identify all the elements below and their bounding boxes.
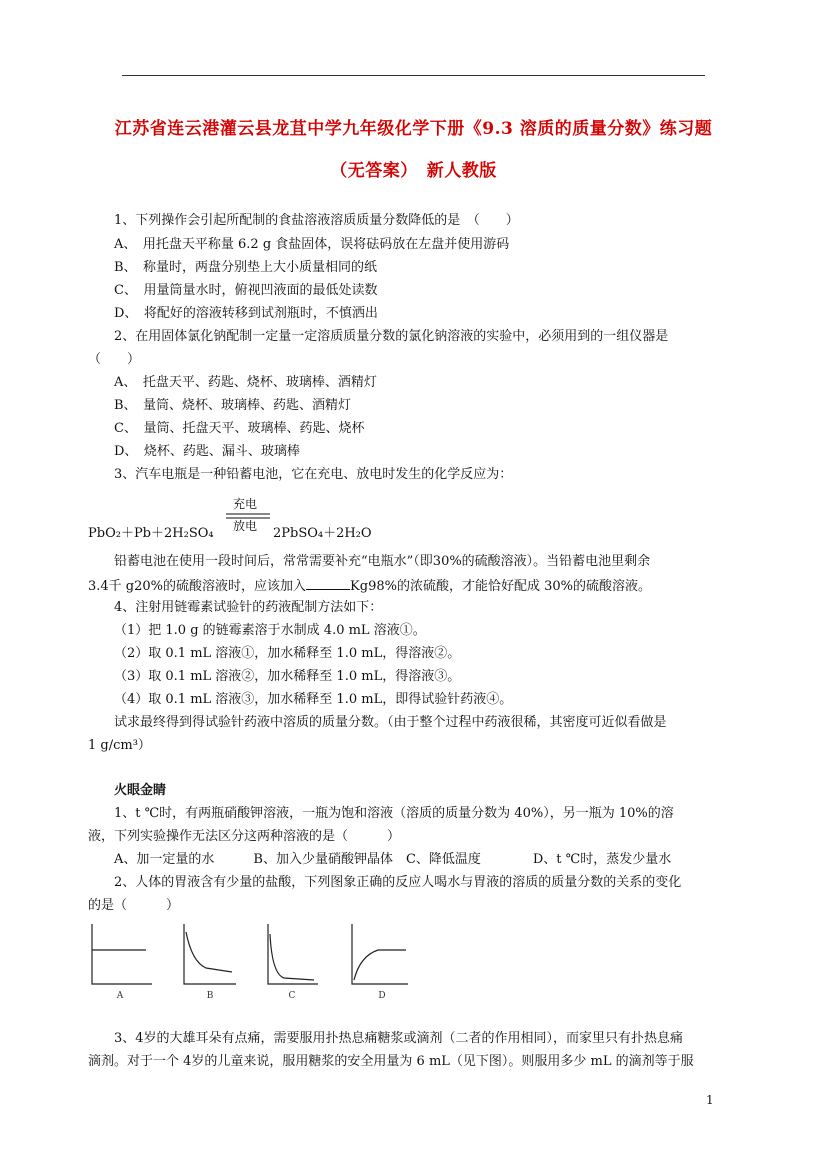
q3-text-after-blank: Kg98%的浓硫酸，才能恰好配成 30%的硫酸溶液。 bbox=[350, 579, 651, 594]
q2-option-b: B、 量筒、烧杯、玻璃棒、药匙、酒精灯 bbox=[114, 398, 352, 413]
q1-option-a: A、 用托盘天平称量 6.2 g 食盐固体，误将砝码放在左盘并使用游码 bbox=[114, 237, 510, 252]
q3-text-before-blank: 3.4千 g20%的硫酸溶液时，应该加入 bbox=[88, 579, 307, 594]
graph-b bbox=[184, 924, 236, 984]
title-line-1: 江苏省连云港灌云县龙苴中学九年级化学下册《9.3 溶质的质量分数》练习题 bbox=[114, 119, 713, 139]
equation-discharge-label: 放电 bbox=[233, 519, 258, 533]
q4-step-2: （2）取 0.1 mL 溶液①，加水稀释至 1.0 mL，得溶液②。 bbox=[114, 646, 461, 661]
page-number: 1 bbox=[706, 1093, 714, 1107]
q1-option-b: B、 称量时，两盘分别垫上大小质量相同的纸 bbox=[114, 260, 378, 275]
equation-charge-label: 充电 bbox=[233, 497, 258, 511]
answer-blank[interactable] bbox=[306, 577, 350, 590]
graph-label-c: C bbox=[288, 991, 296, 1001]
graph-label-d: D bbox=[378, 991, 386, 1001]
q3-stem: 3、汽车电瓶是一种铅蓄电池，它在充电、放电时发生的化学反应为： bbox=[114, 467, 513, 482]
q4-stem: 4、注射用链霉素试验针的药液配制方法如下： bbox=[114, 600, 383, 615]
q1-stem: 1、下列操作会引起所配制的食盐溶液溶质质量分数降低的是 （ ） bbox=[114, 213, 519, 228]
q1-option-c: C、 用量筒量水时，俯视凹液面的最低处读数 bbox=[114, 283, 378, 298]
s2-q3-stem-cont: 滴剂。对于一个 4岁的儿童来说，服用糖浆的安全用量为 6 mL（见下图）。则服用多少 mL 的滴剂等于服 bbox=[88, 1054, 694, 1069]
equation-products: 2PbSO₄＋2H₂O bbox=[273, 526, 372, 541]
header-rule bbox=[122, 75, 705, 76]
q4-step-1: （1）把 1.0 g 的链霉素溶于水制成 4.0 mL 溶液①。 bbox=[114, 623, 426, 638]
q2-bracket: （ ） bbox=[88, 352, 141, 367]
graph-a bbox=[92, 924, 152, 984]
chemical-equation bbox=[88, 495, 408, 543]
s2-q1-stem-cont: 液，下列实验操作无法区分这两种溶液的是（ ） bbox=[88, 829, 401, 844]
graph-label-b: B bbox=[206, 991, 214, 1001]
s2-q1-stem: 1、t ℃时，有两瓶硝酸钾溶液，一瓶为饱和溶液（溶质的质量分数为 40%），另一瓶为 10%的溶 bbox=[114, 806, 674, 821]
q2-option-a: A、 托盘天平、药匙、烧杯、玻璃棒、酒精灯 bbox=[114, 375, 377, 390]
s2-q1-options: A、加一定量的水 B、加入少量硝酸钾晶体 C、降低温度 D、t ℃时，蒸发少量水 bbox=[114, 852, 672, 867]
q1-option-d: D、 将配好的溶液转移到试剂瓶时，不慎洒出 bbox=[114, 306, 378, 321]
s2-q2-stem: 2、人体的胃液含有少量的盐酸，下列图象正确的反应人喝水与胃液的溶质的质量分数的关系的变化 bbox=[114, 875, 682, 890]
q3-paragraph-line-1: 铅蓄电池在使用一段时间后，常常需要补充“电瓶水”（即30%的硫酸溶液）。当铅蓄电池里剩余 bbox=[114, 554, 651, 569]
concentration-graphs bbox=[86, 918, 416, 1008]
q4-step-3: （3）取 0.1 mL 溶液②，加水稀释至 1.0 mL，得溶液③。 bbox=[114, 669, 461, 684]
q4-question: 试求最终得到得试验针药液中溶质的质量分数。（由于整个过程中药液很稀，其密度可近似看做是 bbox=[114, 715, 667, 730]
q2-option-c: C、 量筒、托盘天平、玻璃棒、药匙、烧杯 bbox=[114, 421, 365, 436]
q2-option-d: D、 烧杯、药匙、漏斗、玻璃棒 bbox=[114, 444, 300, 459]
q2-stem: 2、在用固体氯化钠配制一定量一定溶质质量分数的氯化钠溶液的实验中，必须用到的一组仪器是 bbox=[114, 329, 669, 344]
title-line-2: （无答案） 新人教版 bbox=[330, 161, 497, 181]
section-heading: 火眼金睛 bbox=[114, 783, 167, 798]
graph-c bbox=[268, 924, 318, 984]
equation-reactants: PbO₂＋Pb＋2H₂SO₄ bbox=[88, 526, 214, 541]
s2-q3-stem: 3、4岁的大雄耳朵有点痛，需要服用扑热息痛糖浆或滴剂（二者的作用相同），而家里只有扑热息痛 bbox=[114, 1031, 684, 1046]
q4-step-4: （4）取 0.1 mL 溶液③，加水稀释至 1.0 mL，即得试验针药液④。 bbox=[114, 692, 513, 707]
graph-label-a: A bbox=[116, 991, 124, 1001]
graph-d bbox=[352, 924, 408, 984]
q3-paragraph-line-2 bbox=[88, 577, 651, 595]
s2-q2-stem-cont: 的是（ ） bbox=[88, 898, 180, 913]
q4-question-end: 1 g/cm³） bbox=[88, 738, 151, 753]
